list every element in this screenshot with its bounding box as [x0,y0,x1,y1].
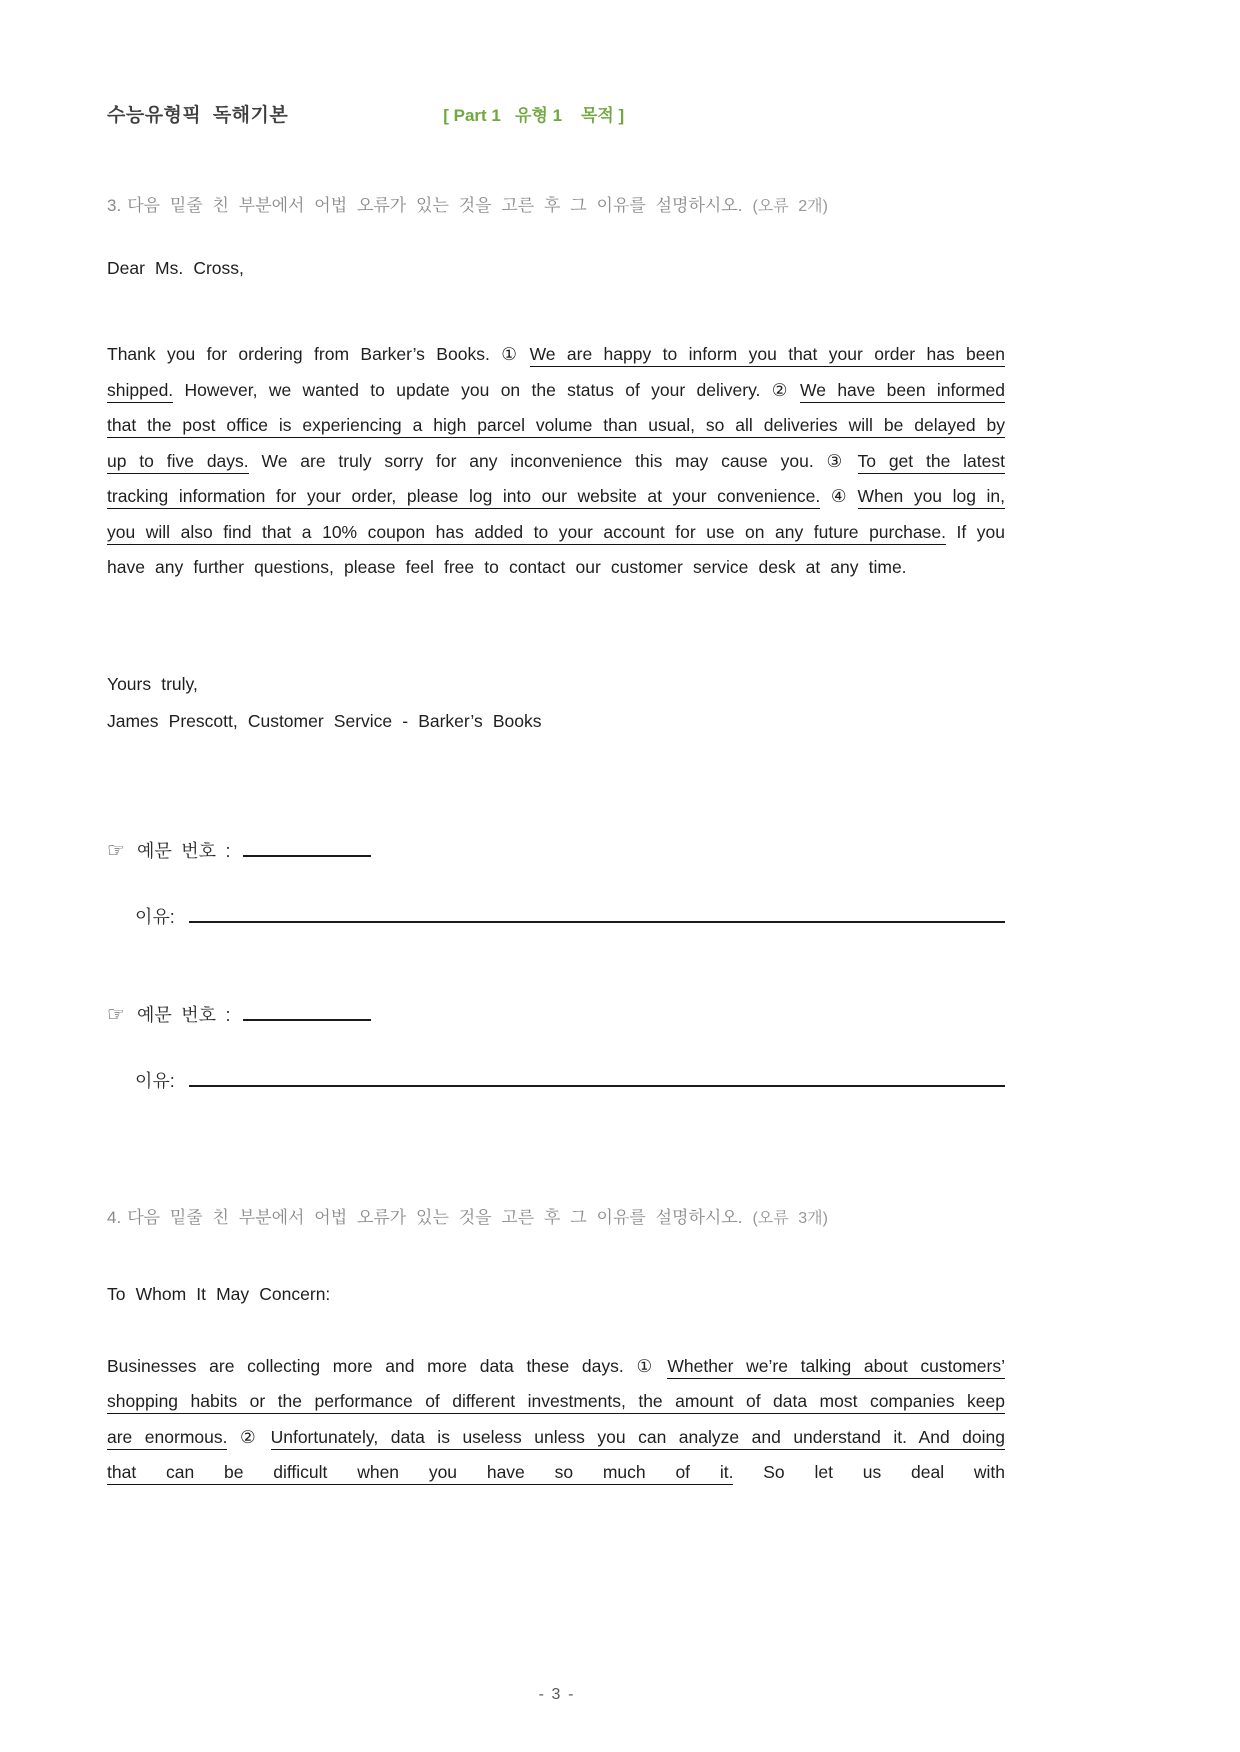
text-segment: ② [240,1426,271,1447]
underlined-choice-segment: We have been informed that the post office is experiencing a high parcel volume than usual, so all deliveries will be delayed by up to five days. [107,380,1005,474]
question-3-error-count: (오류 2개) [752,198,828,215]
answer-number-blank [243,1004,371,1021]
page-number: - 3 - [538,1686,574,1703]
pointing-hand-icon: ☞ [107,1003,125,1026]
question-4-prompt: 다음 밑줄 친 부분에서 어법 오류가 있는 것을 고른 후 그 이유를 설명하시오. [127,1207,743,1227]
underlined-choice-segment: To get the latest tracking information for your order, please log into our website at your convenience. [107,451,1005,510]
question-4 [107,1203,1005,1228]
underlined-choice-segment: When you log in, you will also find that a 10% coupon has added to your account for use on any future purchase. [107,486,1005,545]
text-segment: ① [636,1355,668,1376]
reason-row [135,903,1005,929]
letter2-body [107,1349,1005,1491]
answer-number-label: 예문 번호 : [136,840,231,861]
text-segment: If you have any further questions, please feel free to contact our customer service desk at any time. [107,521,1005,577]
question-4-error-count: (오류 3개) [752,1209,828,1227]
section-tag: [ Part 1 유형 1 목적 ] [443,106,625,125]
question-4-number: 4. [107,1207,122,1227]
reason-blank [189,906,1005,923]
text-segment [820,486,831,506]
answer-number-row [107,1001,1005,1027]
letter1-salutation: Dear Ms. Cross, [107,258,244,278]
question-3-number: 3. [107,196,122,215]
answer-number-blank [243,840,371,857]
text-segment: ③ [826,450,858,471]
text-segment [227,1427,240,1447]
letter1-closing: Yours truly, [107,673,198,694]
letter1-signature: James Prescott, Customer Service - Barker’s Books [107,710,542,731]
text-segment: ④ [830,486,858,506]
underlined-choice-segment: We are happy to inform you that your order has been shipped. [107,344,1005,403]
answer-block-2 [107,1001,1005,1093]
letter1-body [107,337,1005,586]
reason-blank [189,1070,1005,1087]
text-segment: So let us deal with [733,1462,1006,1482]
text-segment: ① [501,344,530,364]
question-3 [107,191,1005,216]
answer-number-label: 예문 번호 : [136,1004,231,1025]
text-segment: Businesses are collecting more and more data these days. [107,1355,637,1376]
text-segment: Thank you for ordering from Barker’s Books. [107,344,502,364]
pointing-hand-icon: ☞ [107,839,125,862]
answer-block-1 [107,837,1005,929]
underlined-choice-segment: Whether we’re talking about customers’ shopping habits or the performance of different investments, the amount of data most companies keep are enormous. [107,1356,1005,1450]
question-3-prompt: 다음 밑줄 친 부분에서 어법 오류가 있는 것을 고른 후 그 이유를 설명하시오. [127,196,743,215]
reason-label: 이유: [135,1070,175,1091]
text-segment: We are truly sorry for any inconvenience this may cause you. [248,450,827,471]
book-title: 수능유형픽 독해기본 [107,105,289,126]
answer-number-row [107,837,1005,863]
letter2-salutation: To Whom It May Concern: [107,1283,331,1304]
reason-row [135,1067,1005,1093]
text-segment: ② [771,379,801,400]
text-segment: However, we wanted to update you on the status of your delivery. [173,379,772,400]
reason-label: 이유: [135,906,175,927]
underlined-choice-segment: Unfortunately, data is useless unless you can analyze and understand it. And doing that can be difficult when you have so much of it. [107,1427,1005,1486]
page-header [107,0,1005,127]
